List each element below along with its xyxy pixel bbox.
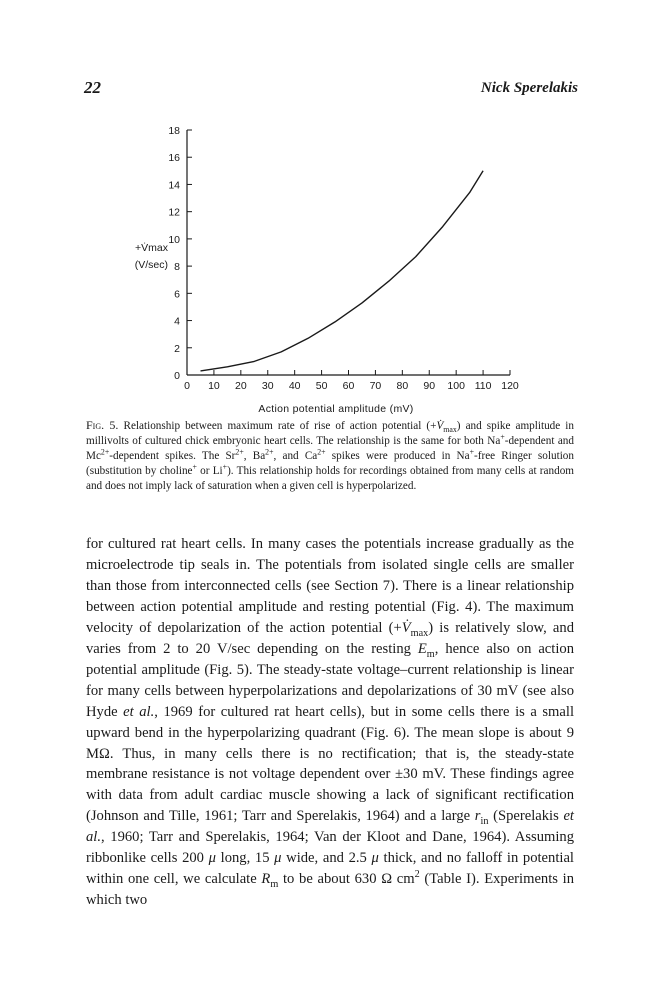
body-paragraph: for cultured rat heart cells. In many cases the potentials increase gradually as the microelectrode tip seals in. The potentials from isolated single cells are smaller than those from interconnected cells (see Section 7). There is a linear relationship between action potential amplitude and resting potential (Fig. 4). The maximum velocity of depolarization of the action potential $(+V̇_{max})$ is relatively slow, and varies from 2 to 20 V/sec depending on the resting $E_m$, hence also on action potential amplitude (Fig. 5). The steady-state voltage–current relationship is linear for many cells between hyperpolarizations and depolarizations of 30 mV (see also Hyde et al., 1969 for cultured rat heart cells), but in some cells there is a small upward bend in the hyperpolarizing quadrant (Fig. 6). The mean slope is about 9 MΩ. Thus, in many cells there is no rectification; that is, the steady-state membrane resistance is not voltage dependent over ±30 mV. These findings agree with data from adult cardiac muscle showing a lack of significant rectification (Johnson and Tille, 1961; Tarr and Sperelakis, 1964) and a large $r_{in}$ (Sperelakis et al., 1960; Tarr and Sperelakis, 1964; Van der Kloot and Dane, 1964). Assuming ribbonlike cells 200 μ long, 15 μ wide, and 2.5 μ thick, and no falloff in potential within one cell, we calculate $R_m$ to be about 630 Ω $cm^2$ (Table I). Experiments in which two — [86, 536, 575, 909]
figure-caption — [86, 418, 574, 494]
y-tick-label: 6 — [174, 288, 180, 301]
y-tick-label: 0 — [174, 370, 180, 382]
x-tick-label: 60 — [342, 380, 355, 392]
x-tick-label: 120 — [501, 380, 519, 392]
y-tick-label: 16 — [168, 152, 180, 165]
x-tick-label: 20 — [234, 380, 247, 392]
series-curve — [201, 171, 484, 371]
y-tick-label: 2 — [174, 342, 180, 355]
chart-series — [201, 171, 484, 371]
figure-caption-label: Fig. 5. — [86, 418, 119, 432]
figure-caption-text: Relationship between maximum rate of rise of action potential $(+V̇_{max})$ and spike amplitude in millivolts of cultured chick embryonic heart cells. The relationship is the same for both Na+-dependent and $Mc^{2+}$-dependent spikes. The $Sr^{2+}$, $Ba^{2+}$, and $Ca^{2+}$ spikes were produced in Na+-free Ringer solution (substitution by choline+ or Li+). This relationship holds for recordings obtained from many cells at random and does not imply lack of saturation when a given cell is hyperpolarized. — [86, 420, 575, 492]
x-axis-label: Action potential amplitude (mV) — [258, 403, 414, 415]
x-tick-label: 80 — [396, 380, 409, 392]
x-tick-label: 0 — [184, 380, 190, 392]
figure-5-chart — [0, 0, 664, 430]
chart-ticks — [168, 125, 519, 392]
y-tick-label: 4 — [174, 315, 180, 328]
y-tick-label: 14 — [168, 179, 180, 192]
x-tick-label: 40 — [288, 380, 301, 392]
y-tick-label: 12 — [168, 206, 180, 219]
x-tick-label: 50 — [315, 380, 328, 392]
y-axis-label: +V̇max — [135, 242, 168, 254]
y-axis-unit-label: (V/sec) — [134, 259, 168, 271]
y-tick-label: 8 — [174, 261, 180, 274]
x-tick-label: 110 — [474, 380, 492, 392]
x-tick-label: 100 — [447, 380, 465, 392]
running-head: Nick Sperelakis — [480, 80, 578, 96]
x-tick-label: 70 — [369, 380, 382, 392]
chart-axes — [187, 130, 510, 375]
x-tick-label: 90 — [423, 380, 436, 392]
x-tick-label: 10 — [208, 380, 220, 392]
y-tick-label: 10 — [168, 233, 180, 246]
page-number: 22 — [84, 78, 101, 97]
x-tick-label: 30 — [261, 380, 274, 392]
y-tick-label: 18 — [168, 125, 180, 137]
